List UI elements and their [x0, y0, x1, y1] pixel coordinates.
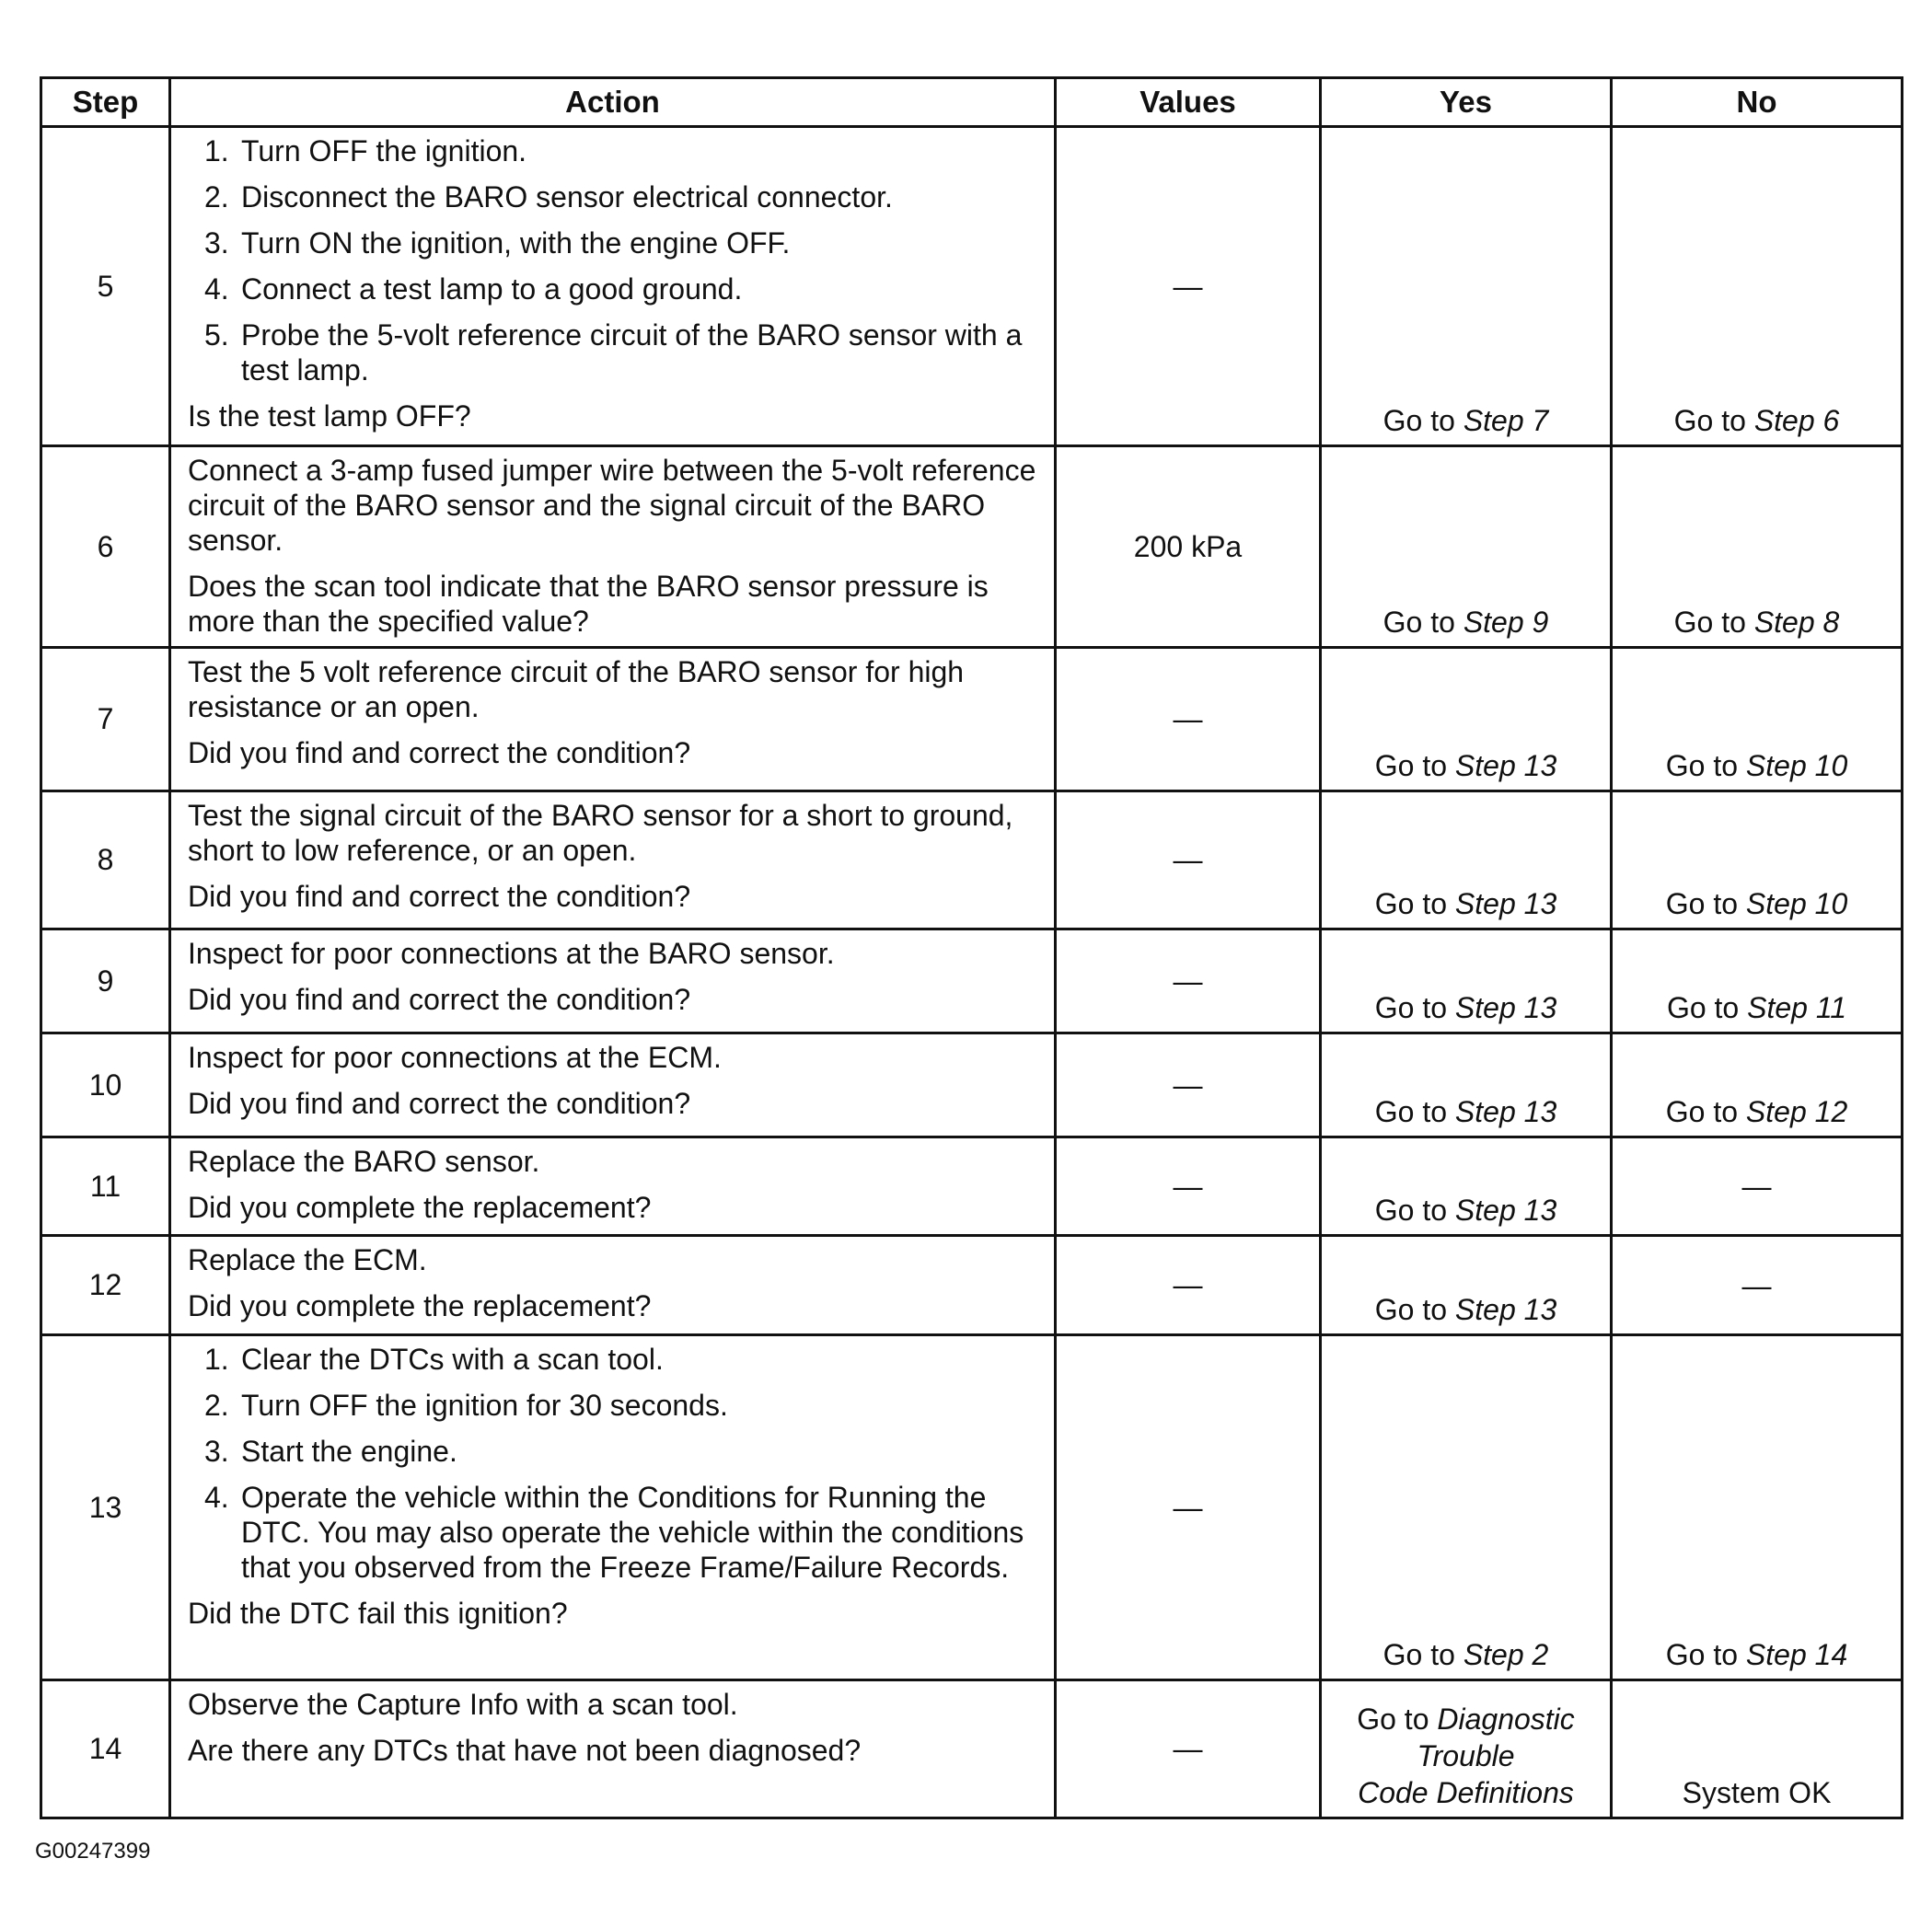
table-row — [41, 1137, 1903, 1236]
table-row — [41, 1033, 1903, 1137]
action-text: Inspect for poor connections at the ECM. — [188, 1041, 722, 1074]
step-number: 9 — [41, 929, 170, 1033]
action-cell — [170, 791, 1056, 929]
list-item: 4. Connect a test lamp to a good ground. — [204, 272, 743, 306]
list-item: 2. Turn OFF the ignition for 30 seconds. — [204, 1389, 728, 1422]
go-to-target: Step 10 — [1745, 749, 1848, 782]
values-cell: 200 kPa — [1056, 446, 1321, 648]
go-to-target: Step 2 — [1463, 1638, 1549, 1671]
go-to-prefix: Go to — [1665, 1638, 1739, 1671]
action-cell — [170, 1236, 1056, 1335]
go-to-prefix: Go to — [1374, 749, 1448, 782]
header-no: No — [1612, 78, 1903, 127]
action-question: Is the test lamp OFF? — [188, 399, 471, 433]
list-item-text: Clear the DTCs with a scan tool. — [241, 1343, 664, 1376]
go-to-prefix: Go to — [1357, 1702, 1429, 1736]
table-row — [41, 929, 1903, 1033]
no-cell: — — [1612, 1137, 1903, 1236]
go-to-target: Step 10 — [1745, 887, 1848, 920]
go-to-prefix: Go to — [1374, 1293, 1448, 1326]
header-step: Step — [41, 78, 170, 127]
yes-cell — [1321, 127, 1612, 446]
yes-cell — [1321, 1033, 1612, 1137]
diagnostic-table — [40, 76, 1903, 1819]
no-cell — [1612, 446, 1903, 648]
action-cell — [170, 1033, 1056, 1137]
action-question: Did you find and correct the condition? — [188, 736, 691, 769]
action-text: Test the signal circuit of the BARO sensor for a short to ground, short to low reference, or an open. — [188, 799, 1013, 867]
go-to-prefix: Go to — [1673, 606, 1746, 639]
go-to-target: Step 13 — [1454, 1194, 1557, 1227]
go-to-target: Step 13 — [1454, 749, 1557, 782]
no-cell — [1612, 127, 1903, 446]
yes-cell — [1321, 1680, 1612, 1818]
step-number: 13 — [41, 1335, 170, 1680]
step-number: 7 — [41, 648, 170, 791]
no-cell — [1612, 648, 1903, 791]
go-to-prefix: Go to — [1673, 404, 1746, 437]
action-cell — [170, 446, 1056, 648]
list-item-text: Operate the vehicle within the Conditions for Running the DTC. You may also operate the vehicle within the conditions that you observed from the Freeze Frame/Failure Records. — [241, 1481, 1024, 1584]
step-number: 10 — [41, 1033, 170, 1137]
no-cell: — — [1612, 1236, 1903, 1335]
yes-cell — [1321, 446, 1612, 648]
list-item: 5. Probe the 5-volt reference circuit of the BARO sensor with a test lamp. — [204, 318, 1023, 387]
yes-cell — [1321, 1335, 1612, 1680]
go-to-prefix: Go to — [1382, 1638, 1455, 1671]
action-steps — [188, 133, 1043, 387]
go-to-prefix: Go to — [1665, 749, 1739, 782]
go-to-target: Step 6 — [1753, 404, 1840, 437]
go-to-target: Step 13 — [1454, 1095, 1557, 1128]
action-question: Are there any DTCs that have not been diagnosed? — [188, 1734, 862, 1767]
header-action: Action — [170, 78, 1056, 127]
list-item-text: Connect a test lamp to a good ground. — [241, 272, 743, 306]
no-cell: System OK — [1612, 1680, 1903, 1818]
no-cell — [1612, 929, 1903, 1033]
header-row — [41, 78, 1903, 127]
no-cell — [1612, 1335, 1903, 1680]
action-question: Did you find and correct the condition? — [188, 880, 691, 913]
yes-cell — [1321, 648, 1612, 791]
action-cell — [170, 1680, 1056, 1818]
go-to-prefix: Go to — [1374, 1095, 1448, 1128]
list-item: 2. Disconnect the BARO sensor electrical connector. — [204, 180, 893, 214]
action-steps — [188, 1342, 1043, 1585]
action-cell — [170, 1335, 1056, 1680]
go-to-target: Step 13 — [1454, 991, 1557, 1024]
go-to-target: Step 7 — [1463, 404, 1549, 437]
action-text: Inspect for poor connections at the BARO sensor. — [188, 937, 835, 970]
table-row — [41, 648, 1903, 791]
action-cell — [170, 127, 1056, 446]
go-to-target: Step 12 — [1745, 1095, 1848, 1128]
list-item: 1. Turn OFF the ignition. — [204, 134, 527, 167]
step-number: 14 — [41, 1680, 170, 1818]
yes-cell — [1321, 1236, 1612, 1335]
table-row — [41, 1680, 1903, 1818]
action-cell — [170, 929, 1056, 1033]
action-question: Did the DTC fail this ignition? — [188, 1597, 568, 1630]
table-row — [41, 446, 1903, 648]
values-cell: — — [1056, 648, 1321, 791]
values-cell: — — [1056, 1033, 1321, 1137]
go-to-prefix: Go to — [1666, 991, 1740, 1024]
no-cell — [1612, 1033, 1903, 1137]
yes-multiline — [1329, 1701, 1602, 1811]
go-to-prefix: Go to — [1382, 606, 1455, 639]
step-number: 11 — [41, 1137, 170, 1236]
action-question: Did you complete the replacement? — [188, 1289, 652, 1322]
go-to-prefix: Go to — [1374, 887, 1448, 920]
values-cell: — — [1056, 1137, 1321, 1236]
yes-cell — [1321, 791, 1612, 929]
yes-cell — [1321, 1137, 1612, 1236]
go-to-target: Step 13 — [1454, 887, 1557, 920]
values-cell: — — [1056, 1335, 1321, 1680]
go-to-target: Trouble — [1417, 1739, 1515, 1772]
go-to-prefix: Go to — [1382, 404, 1455, 437]
action-cell — [170, 1137, 1056, 1236]
yes-cell — [1321, 929, 1612, 1033]
go-to-prefix: Go to — [1374, 991, 1448, 1024]
values-cell: — — [1056, 1680, 1321, 1818]
go-to-prefix: Go to — [1665, 887, 1739, 920]
header-yes: Yes — [1321, 78, 1612, 127]
go-to-target: Step 14 — [1745, 1638, 1848, 1671]
step-number: 12 — [41, 1236, 170, 1335]
step-number: 5 — [41, 127, 170, 446]
go-to-prefix: Go to — [1665, 1095, 1739, 1128]
action-question: Did you find and correct the condition? — [188, 1087, 691, 1120]
go-to-target: Step 11 — [1747, 991, 1847, 1024]
table-row — [41, 1335, 1903, 1680]
action-cell — [170, 648, 1056, 791]
table-row — [41, 1236, 1903, 1335]
list-item-text: Disconnect the BARO sensor electrical connector. — [241, 180, 893, 214]
step-number: 6 — [41, 446, 170, 648]
list-item-text: Turn OFF the ignition. — [241, 134, 527, 167]
table-row — [41, 127, 1903, 446]
values-cell: — — [1056, 791, 1321, 929]
action-question: Did you complete the replacement? — [188, 1191, 652, 1224]
list-item: 3. Start the engine. — [204, 1435, 457, 1468]
action-text: Connect a 3-amp fused jumper wire between the 5-volt reference circuit of the BARO sensor and the signal circuit of the BARO sensor. — [188, 454, 1036, 557]
values-cell: — — [1056, 929, 1321, 1033]
table-row — [41, 791, 1903, 929]
action-text: Test the 5 volt reference circuit of the BARO sensor for high resistance or an open. — [188, 655, 965, 723]
values-cell: — — [1056, 127, 1321, 446]
list-item: 4. Operate the vehicle within the Conditions for Running the DTC. You may also operate the vehicle within the conditions that you observed from the Freeze Frame/Failure Records. — [204, 1481, 1024, 1584]
go-to-target: Step 8 — [1753, 606, 1840, 639]
action-text: Replace the BARO sensor. — [188, 1145, 540, 1178]
figure-id: G00247399 — [35, 1839, 151, 1864]
list-item: 3. Turn ON the ignition, with the engine OFF. — [204, 226, 791, 260]
header-values: Values — [1056, 78, 1321, 127]
list-item-text: Turn ON the ignition, with the engine OFF. — [241, 226, 791, 260]
list-item: 1. Clear the DTCs with a scan tool. — [204, 1343, 664, 1376]
go-to-target: Code Definitions — [1358, 1776, 1574, 1809]
go-to-target: Step 13 — [1454, 1293, 1557, 1326]
list-item-text: Probe the 5-volt reference circuit of the BARO sensor with a test lamp. — [241, 318, 1023, 387]
values-cell: — — [1056, 1236, 1321, 1335]
go-to-target: Diagnostic — [1437, 1702, 1575, 1736]
go-to-prefix: Go to — [1374, 1194, 1448, 1227]
action-text: Replace the ECM. — [188, 1243, 427, 1276]
list-item-text: Turn OFF the ignition for 30 seconds. — [241, 1389, 728, 1422]
step-number: 8 — [41, 791, 170, 929]
action-text: Observe the Capture Info with a scan tool. — [188, 1688, 738, 1721]
list-item-text: Start the engine. — [241, 1435, 457, 1468]
action-question: Does the scan tool indicate that the BARO sensor pressure is more than the specified value? — [188, 570, 989, 638]
no-cell — [1612, 791, 1903, 929]
go-to-target: Step 9 — [1463, 606, 1549, 639]
action-question: Did you find and correct the condition? — [188, 983, 691, 1016]
